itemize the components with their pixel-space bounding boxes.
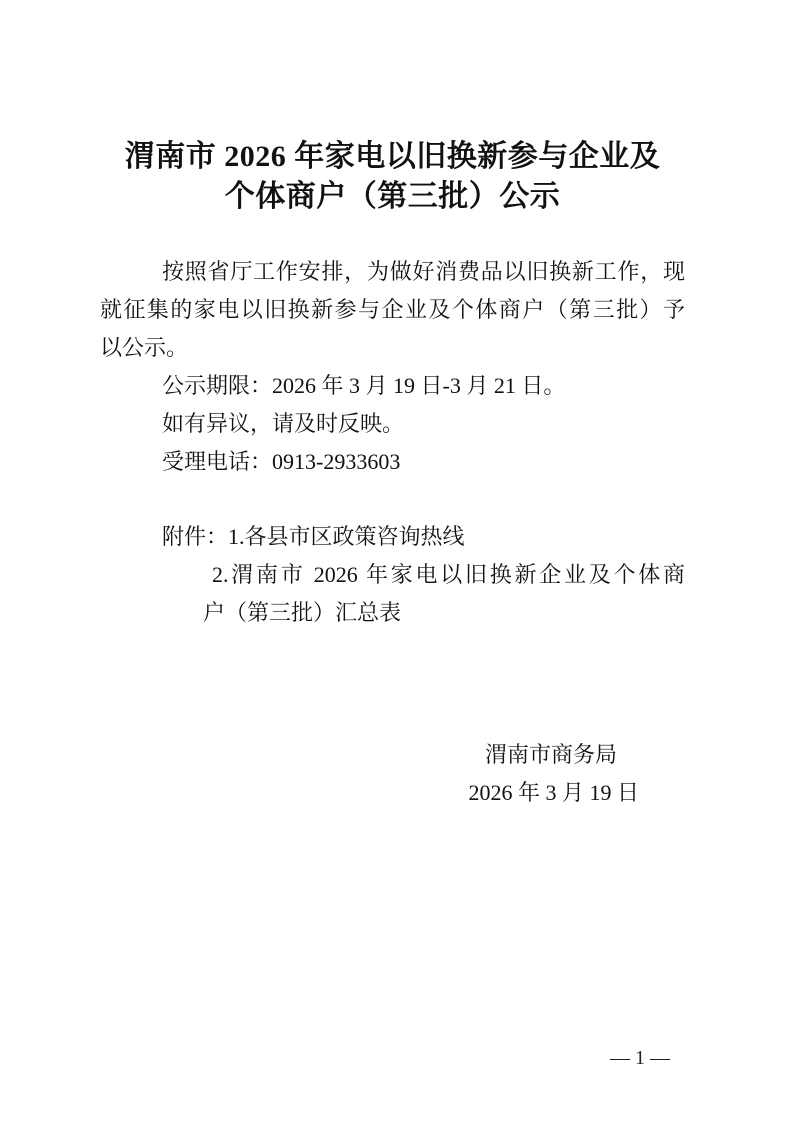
paragraph-line-3: 以公示。 (100, 335, 189, 360)
publicity-period-line: 公示期限：2026 年 3 月 19 日-3 月 21 日。 (162, 373, 566, 398)
issuing-organization: 渭南市商务局 (484, 742, 617, 767)
paragraph-line-2: 就征集的家电以旧换新参与企业及个体商户（第三批）予 (100, 297, 685, 322)
attachment-item-2-continuation: 户（第三批）汇总表 (203, 600, 402, 625)
title-line-1: 渭南市 2026 年家电以旧换新参与企业及 (124, 140, 661, 173)
title-line-2: 个体商户（第三批）公示 (224, 180, 561, 213)
attachments-block (100, 518, 685, 632)
paragraph-line-1: 按照省厅工作安排，为做好消费品以旧换新工作，现 (162, 259, 685, 284)
attachment-item-1-line: 附件：1.各县市区政策咨询热线 (162, 524, 465, 549)
issue-date: 2026 年 3 月 19 日 (468, 780, 639, 805)
objection-line: 如有异议，请及时反映。 (162, 411, 405, 436)
intro-paragraph (100, 253, 685, 367)
document-content (100, 0, 685, 812)
document-title (100, 137, 685, 217)
attachment-item-2-line: 2.渭南市 2026 年家电以旧换新企业及个体商 (212, 562, 685, 587)
page-number: — 1 — (610, 1047, 670, 1069)
contact-phone-line: 受理电话：0913-2933603 (162, 449, 401, 474)
signature-block (100, 736, 685, 812)
